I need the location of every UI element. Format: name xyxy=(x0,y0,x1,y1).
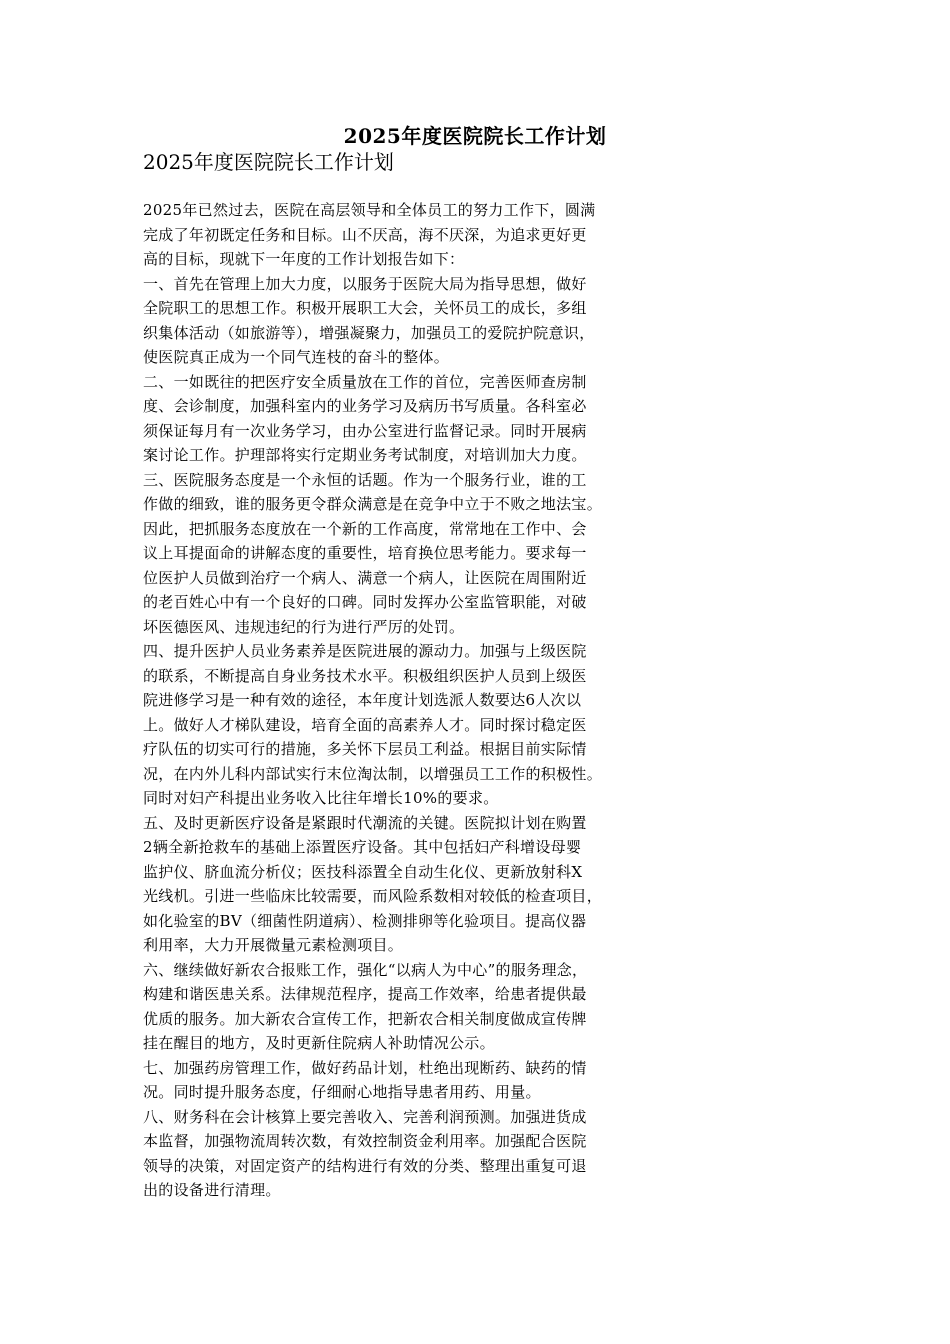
body-line: 六、继续做好新农合报账工作，强化“以病人为中心”的服务理念， xyxy=(143,960,588,979)
body-line: 领导的决策，对固定资产的结构进行有效的分类、整理出重复可退 xyxy=(143,1156,587,1175)
body-line: 出的设备进行清理。 xyxy=(143,1181,281,1199)
body-line: 况，在内外儿科内部试实行末位淘汰制，以增强员工工作的积极性。 xyxy=(143,764,603,783)
body-line: 上。做好人才梯队建设，培育全面的高素养人才。同时探讨稳定医 xyxy=(143,715,587,734)
body-line: 全院职工的思想工作。积极开展职工大会，关怀员工的成长，多组 xyxy=(143,299,587,317)
body-line: 度、会诊制度，加强科室内的业务学习及病历书写质量。各科室必 xyxy=(143,397,587,415)
body-line: 光线机。引进一些临床比较需要，而风险系数相对较低的检查项目， xyxy=(143,887,603,905)
body-line: 完成了年初既定任务和目标。山不厌高，海不厌深，为追求更好更 xyxy=(143,225,587,244)
body-line: 八、财务科在会计核算上要完善收入、完善利润预测。加强进货成 xyxy=(143,1107,587,1126)
body-line: 监护仪、脐血流分析仪；医技科添置全自动生化仪、更新放射科X xyxy=(143,862,583,881)
body-line: 作做的细致，谁的服务更令群众满意是在竞争中立于不败之地法宝。 xyxy=(143,495,603,513)
body-line: 织集体活动（如旅游等），增强凝聚力，加强员工的爱院护院意识， xyxy=(143,323,595,342)
document-title: 2025年度医院院长工作计划 xyxy=(343,124,607,148)
body-line: 须保证每月有一次业务学习，由办公室进行监督记录。同时开展病 xyxy=(143,421,587,440)
body-line: 院进修学习是一种有效的途径，本年度计划选派人数要达6人次以 xyxy=(143,691,582,709)
body-line: 优质的服务。加大新农合宣传工作，把新农合相关制度做成宣传牌 xyxy=(143,1009,587,1028)
body-line: 本监督，加强物流周转次数，有效控制资金利用率。加强配合医院 xyxy=(143,1132,587,1150)
body-line: 四、提升医护人员业务素养是医院进展的源动力。加强与上级医院 xyxy=(143,642,587,660)
body-line: 五、及时更新医疗设备是紧跟时代潮流的关键。医院拟计划在购置 xyxy=(143,813,587,832)
body-line: 坏医德医风、违规违纪的行为进行严厉的处罚。 xyxy=(143,617,465,636)
body-line: 如化验室的BV（细菌性阴道病）、检测排卵等化验项目。提高仪器 xyxy=(143,911,587,930)
body-line: 一、首先在管理上加大力度，以服务于医院大局为指导思想，做好 xyxy=(143,274,587,293)
body-line: 况。同时提升服务态度，仔细耐心地指导患者用药、用量。 xyxy=(143,1083,541,1101)
body-line: 2025年已然过去，医院在高层领导和全体员工的努力工作下，圆满 xyxy=(143,201,596,219)
body-line: 七、加强药房管理工作，做好药品计划，杜绝出现断药、缺药的情 xyxy=(143,1058,587,1077)
body-line: 三、医院服务态度是一个永恒的话题。作为一个服务行业，谁的工 xyxy=(143,470,587,489)
body-line: 挂在醒目的地方，及时更新住院病人补助情况公示。 xyxy=(143,1034,495,1052)
body-line: 使医院真正成为一个同气连枝的奋斗的整体。 xyxy=(143,348,450,366)
body-line: 2辆全新抢救车的基础上添置医疗设备。其中包括妇产科增设母婴 xyxy=(143,838,582,856)
body-line: 构建和谐医患关系。法律规范程序，提高工作效率，给患者提供最 xyxy=(143,985,587,1003)
body-line: 高的目标，现就下一年度的工作计划报告如下： xyxy=(143,250,465,268)
body-line: 的联系，不断提高自身业务技术水平。积极组织医护人员到上级医 xyxy=(143,666,587,685)
body-line: 因此，把抓服务态度放在一个新的工作高度，常常地在工作中、会 xyxy=(143,519,587,538)
body-line: 议上耳提面命的讲解态度的重要性，培育换位思考能力。要求每一 xyxy=(143,544,587,562)
body-line: 案讨论工作。护理部将实行定期业务考试制度，对培训加大力度。 xyxy=(143,446,587,464)
body-line: 利用率，大力开展微量元素检测项目。 xyxy=(143,936,404,954)
document-subtitle: 2025年度医院院长工作计划 xyxy=(143,150,394,174)
body-line: 疗队伍的切实可行的措施，多关怀下层员工利益。根据目前实际情 xyxy=(143,740,587,758)
body-line: 二、一如既往的把医疗安全质量放在工作的首位，完善医师查房制 xyxy=(143,372,587,391)
body-line: 同时对妇产科提出业务收入比往年增长10%的要求。 xyxy=(143,789,499,807)
document-body xyxy=(143,198,813,1203)
body-line: 的老百姓心中有一个良好的口碑。同时发挥办公室监管职能，对破 xyxy=(143,593,587,611)
body-line: 位医护人员做到治疗一个病人、满意一个病人，让医院在周围附近 xyxy=(143,568,587,587)
